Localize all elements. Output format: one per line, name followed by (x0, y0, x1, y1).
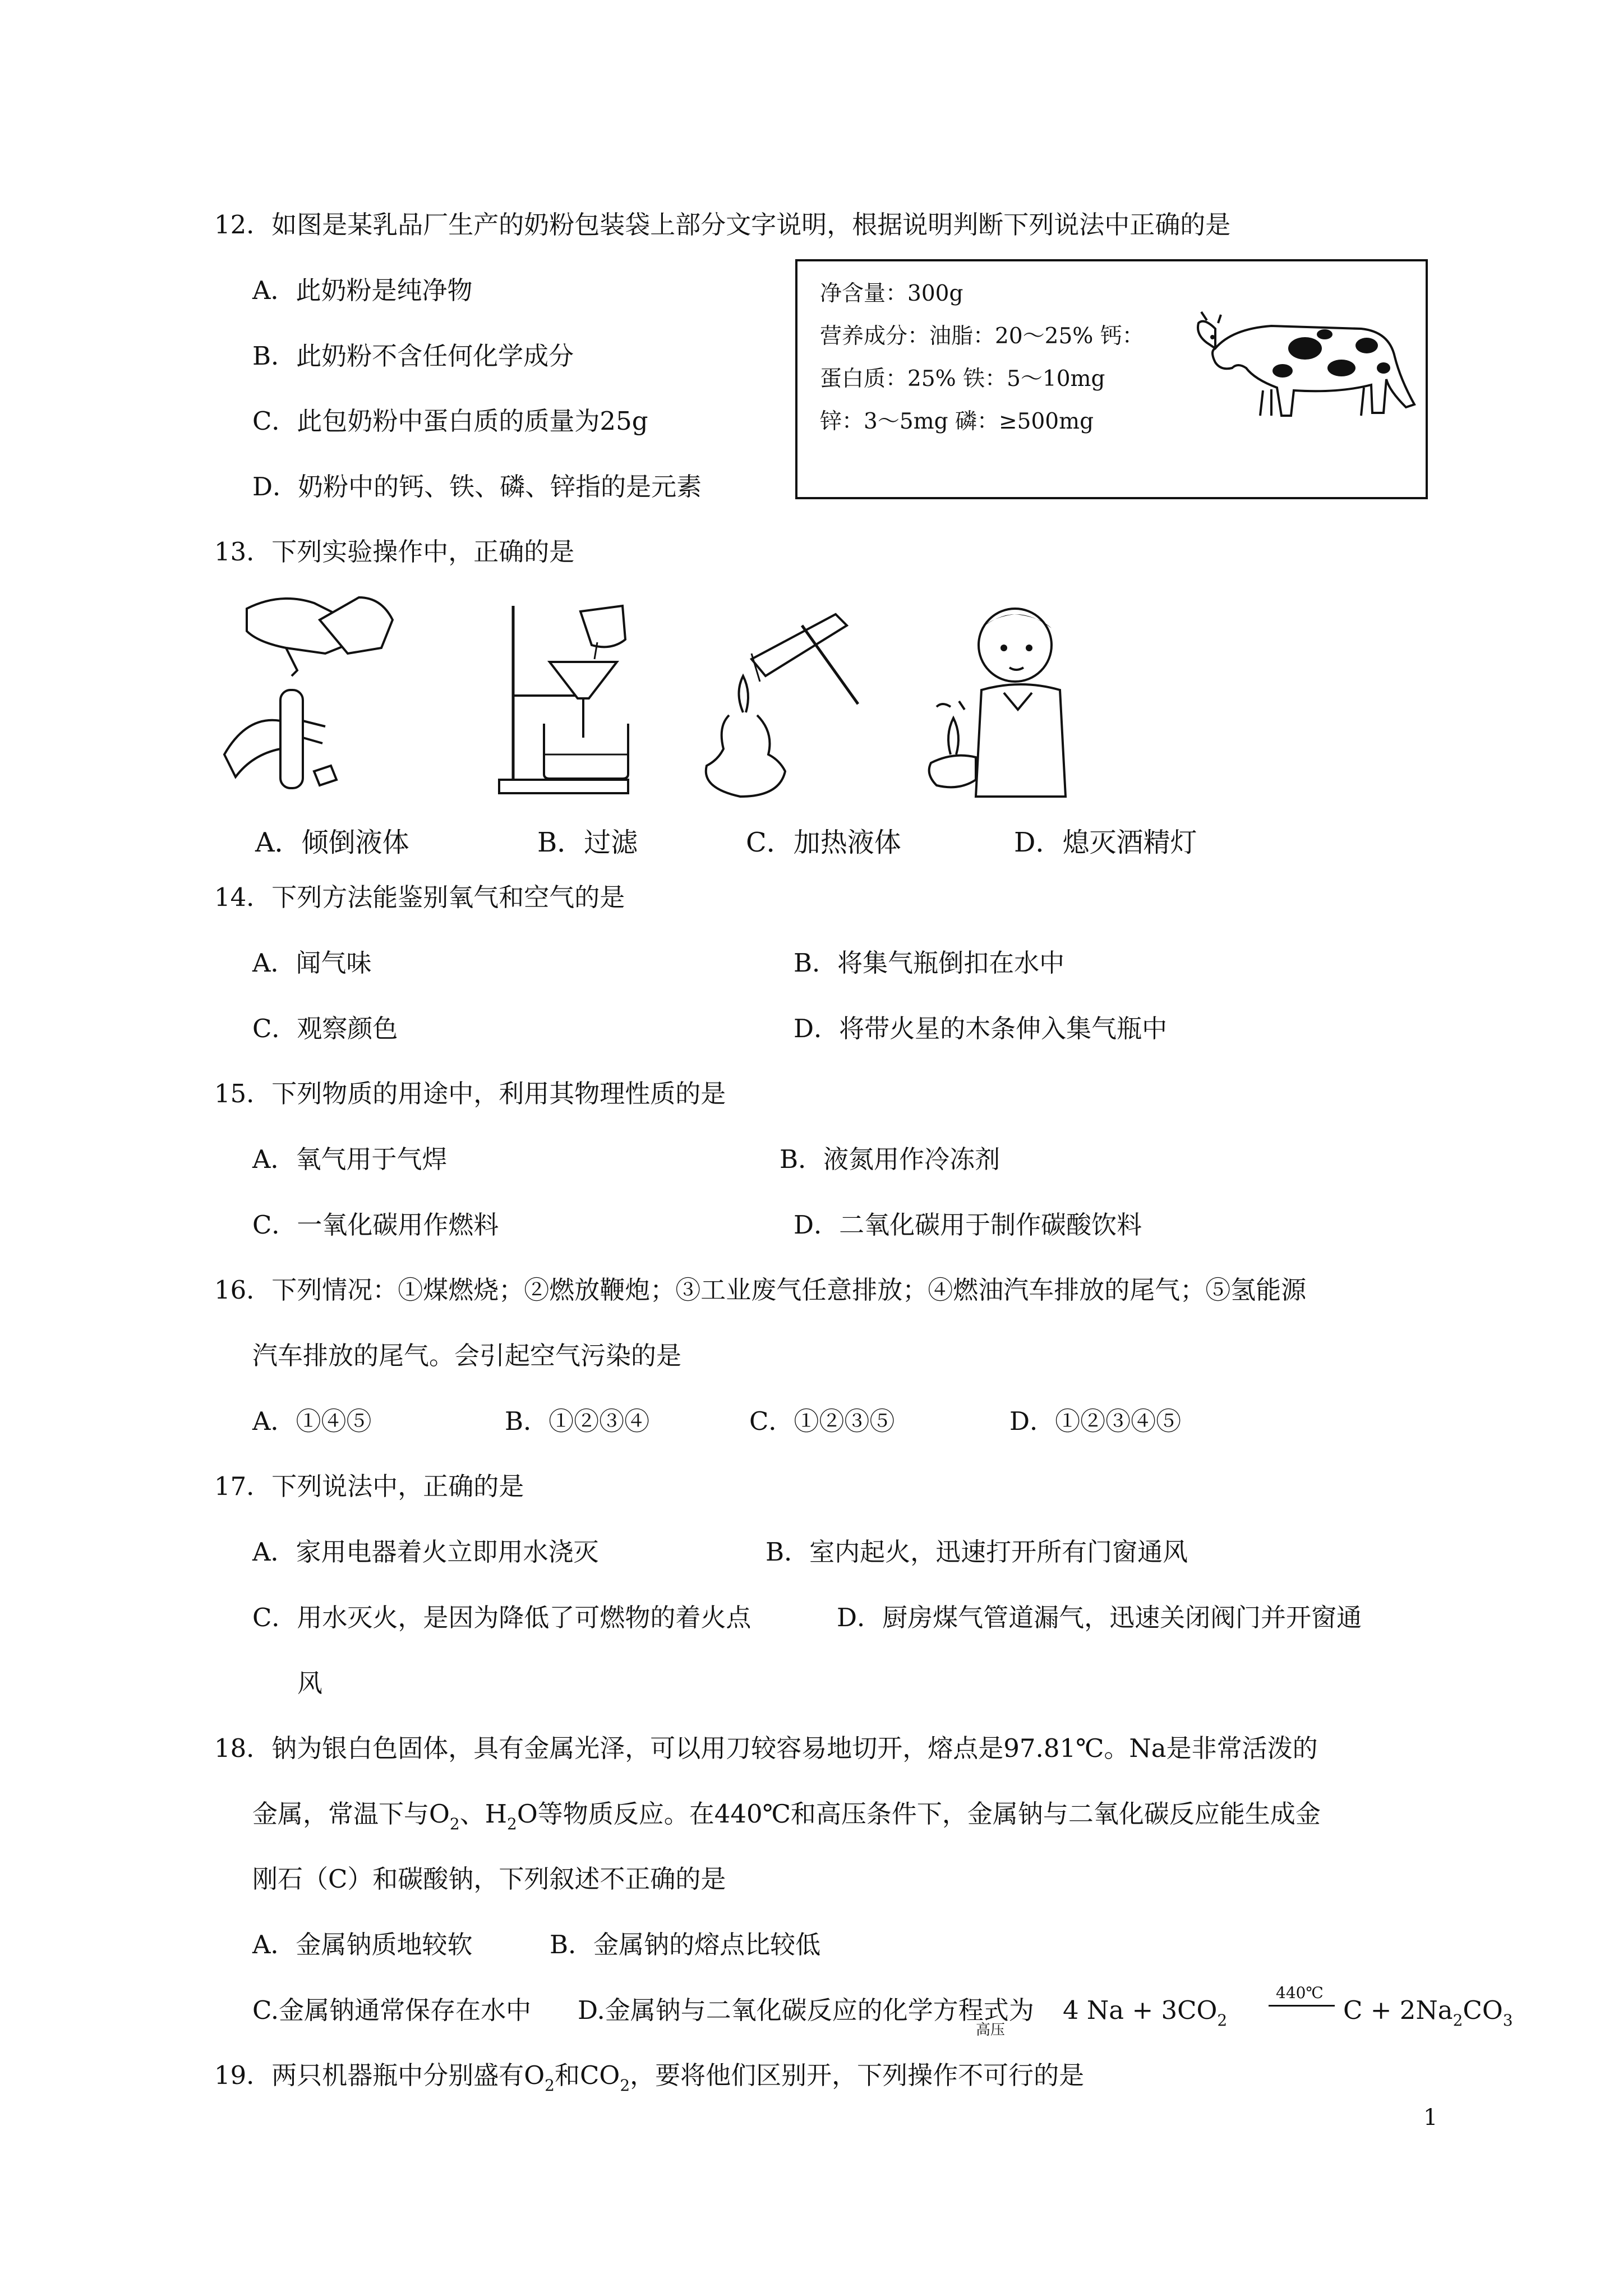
q19-stem: 19．两只机器瓶中分别盛有$O_2$和$CO_2$，要将他们区别开，下列操作不可行的是 (214, 2060, 1085, 2095)
q15-stem: 15．下列物质的用途中，利用其物理性质的是 (214, 1079, 726, 1108)
q17-option-b: B．室内起火，迅速打开所有门窗通风 (766, 1537, 1188, 1567)
q18-option-d: D.金属钠与二氧化碳反应的化学方程式为 (578, 1995, 1034, 2025)
q13-caption-b: B．过滤 (537, 827, 638, 858)
q18-stem-line2: 金属，常温下与$O_2$、$H_2O$等物质反应。在440℃和高压条件下，金属钠与二氧化碳反应能生成金 (252, 1799, 1321, 1833)
q18-stem-line3: 刚石（C）和碳酸钠，下列叙述不正确的是 (252, 1864, 726, 1894)
q17-option-d-wrap: 风 (297, 1668, 323, 1698)
q14-option-b: B．将集气瓶倒扣在水中 (794, 948, 1065, 978)
q18-equation-right: $C + 2Na_2CO_3$ (1343, 1995, 1513, 2030)
q16-option-a: A．①④⑤ (252, 1406, 372, 1436)
q13-stem: 13．下列实验操作中，正确的是 (214, 537, 575, 567)
extinguishing-lamp-illustration (920, 595, 1099, 808)
q12-option-a: A．此奶粉是纯净物 (252, 275, 473, 305)
label-zinc-phosphorus: 锌：3～5mg 磷：≥500mg (820, 409, 1094, 434)
q14-option-a: A．闻气味 (252, 948, 372, 978)
q17-option-a: A．家用电器着火立即用水浇灭 (252, 1537, 599, 1567)
q17-option-c: C．用水灭火，是因为降低了可燃物的着火点 (252, 1603, 751, 1632)
page-number: 1 (1423, 2105, 1438, 2131)
q15-option-a: A．氧气用于气焊 (252, 1144, 448, 1174)
q16-stem-line1: 16．下列情况：①煤燃烧；②燃放鞭炮；③工业废气任意排放；④燃油汽车排放的尾气；⑤氢能源 (214, 1275, 1307, 1305)
milk-label-box (795, 259, 1428, 499)
filtration-illustration (488, 600, 667, 802)
q18-option-a: A．金属钠质地较软 (252, 1930, 473, 1959)
q14-option-d: D．将带火星的木条伸入集气瓶中 (794, 1014, 1168, 1043)
q16-option-b: B．①②③④ (505, 1406, 650, 1436)
q18-equation-arrow (1269, 2005, 1335, 2007)
q12-option-c: C．此包奶粉中蛋白质的质量为25g (252, 406, 648, 436)
q15-option-d: D．二氧化碳用于制作碳酸饮料 (794, 1210, 1142, 1240)
q16-option-c: C．①②③⑤ (749, 1406, 895, 1436)
q17-stem: 17．下列说法中，正确的是 (214, 1471, 524, 1501)
q16-stem-line2: 汽车排放的尾气。会引起空气污染的是 (252, 1341, 682, 1370)
cow-illustration (1193, 295, 1417, 435)
pouring-liquid-illustration (213, 586, 415, 799)
q12-option-d: D．奶粉中的钙、铁、磷、锌指的是元素 (252, 472, 702, 501)
label-nutrients: 营养成分：油脂：20～25% 钙： (820, 324, 1144, 349)
q12-option-b: B．此奶粉不含任何化学成分 (252, 341, 574, 371)
q18-equation-left: 4 $Na + 3CO_2$ (1063, 1995, 1228, 2030)
q13-caption-d: D．熄灭酒精灯 (1014, 827, 1197, 858)
q13-caption-c: C．加热液体 (746, 827, 901, 858)
label-net-weight: 净含量：300g (820, 281, 963, 306)
label-protein-iron: 蛋白质：25% 铁：5～10mg (820, 366, 1105, 392)
q12-stem: 12．如图是某乳品厂生产的奶粉包装袋上部分文字说明，根据说明判断下列说法中正确的是 (214, 210, 1231, 240)
q15-option-c: C．一氧化碳用作燃料 (252, 1210, 499, 1240)
q15-option-b: B．液氮用作冷冻剂 (780, 1144, 1000, 1174)
q13-caption-a: A．倾倒液体 (255, 827, 409, 858)
q18-option-b: B．金属钠的熔点比较低 (550, 1930, 821, 1959)
q18-stem-line1: 18．钠为银白色固体，具有金属光泽，可以用刀较容易地切开，熔点是97.81℃。Na是非常活泼的 (214, 1733, 1318, 1763)
q17-option-d: D．厨房煤气管道漏气，迅速关闭阀门并开窗通 (837, 1603, 1362, 1632)
q18-equation-condition-bottom: 高压 (976, 2022, 1006, 2039)
q18-equation-condition-top: 440℃ (1276, 1984, 1324, 2002)
heating-liquid-illustration (684, 603, 886, 805)
q14-stem: 14．下列方法能鉴别氧气和空气的是 (214, 882, 625, 912)
q16-option-d: D．①②③④⑤ (1009, 1406, 1182, 1436)
q18-option-c: C.金属钠通常保存在水中 (252, 1995, 532, 2025)
q14-option-c: C．观察颜色 (252, 1014, 398, 1043)
